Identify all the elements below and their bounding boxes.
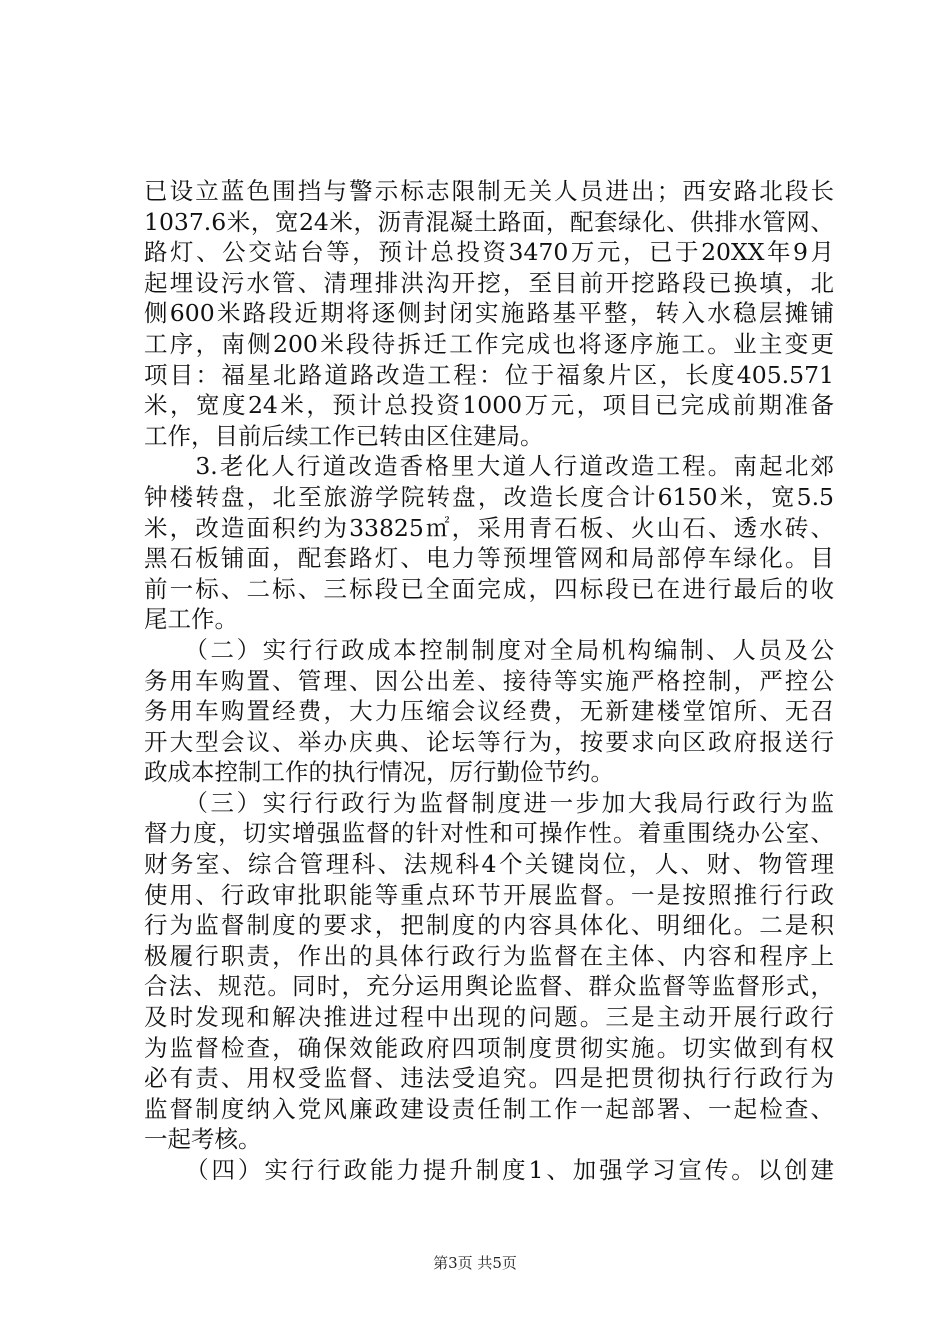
text-line: （二）实行行政成本控制制度对全局机构编制、人员及公 [144,635,834,664]
text-line: 合法、规范。同时，充分运用舆论监督、群众监督等监督形式， [144,972,834,1001]
text-line: 米，宽度24米，预计总投资1000万元，项目已完成前期准备 [144,391,834,420]
text-line: 开大型会议、举办庆典、论坛等行为，按要求向区政府报送行 [144,727,834,756]
text-line: 已设立蓝色围挡与警示标志限制无关人员进出；西安路北段长 [144,177,834,205]
text-line: 行为监督制度的要求，把制度的内容具体化、明细化。二是积 [144,911,834,940]
text-line: （三）实行行政行为监督制度进一步加大我局行政行为监 [144,788,834,817]
text-line: 工作，目前后续工作已转由区住建局。 [144,421,544,450]
text-line: 极履行职责，作出的具体行政行为监督在主体、内容和程序上 [144,941,834,970]
text-line: 前一标、二标、三标段已全面完成，四标段已在进行最后的收 [144,574,834,603]
text-line: 财务室、综合管理科、法规科4个关键岗位，人、财、物管理 [144,850,834,879]
text-line: 政成本控制工作的执行情况，厉行勤俭节约。 [144,758,614,787]
text-line: 一起考核。 [144,1125,262,1154]
text-line: 尾工作。 [144,605,238,634]
text-line: 侧600米路段近期将逐侧封闭实施路基平整，转入水稳层摊铺 [144,299,834,328]
text-line: 项目：福星北路道路改造工程：位于福象片区，长度405.571 [144,360,834,389]
text-line: 为监督检查，确保效能政府四项制度贯彻实施。切实做到有权 [144,1033,834,1062]
text-line: 钟楼转盘，北至旅游学院转盘，改造长度合计6150米，宽5.5 [144,482,834,511]
text-line: 黑石板铺面，配套路灯、电力等预埋管网和局部停车绿化。目 [144,544,834,573]
text-line: （四）实行行政能力提升制度1、加强学习宣传。以创建 [144,1156,834,1184]
text-line: 工序，南侧200米段待拆迁工作完成也将逐序施工。业主变更 [144,329,834,358]
text-line: 督力度，切实增强监督的针对性和可操作性。着重围绕办公室、 [144,819,834,848]
document-body [144,176,834,1186]
text-line: 使用、行政审批职能等重点环节开展监督。一是按照推行行政 [144,880,834,909]
text-line: 3.老化人行道改造香格里大道人行道改造工程。南起北郊 [144,452,834,481]
text-line: 路灯、公交站台等，预计总投资3470万元，已于20XX年9月 [144,238,834,267]
text-line: 监督制度纳入党风廉政建设责任制工作一起部署、一起检查、 [144,1094,834,1123]
text-line: 务用车购置经费，大力压缩会议经费，无新建楼堂馆所、无召 [144,697,834,726]
text-line: 务用车购置、管理、因公出差、接待等实施严格控制，严控公 [144,666,834,695]
text-line: 米，改造面积约为33825㎡，采用青石板、火山石、透水砖、 [144,513,834,542]
text-line: 必有责、用权受监督、违法受追究。四是把贯彻执行行政行为 [144,1064,834,1093]
text-line: 及时发现和解决推进过程中出现的问题。三是主动开展行政行 [144,1003,834,1032]
text-line: 1037.6米，宽24米，沥青混凝土路面，配套绿化、供排水管网、 [144,207,834,236]
page-footer: 第3页 共5页 [433,1254,517,1272]
text-line: 起埋设污水管、清理排洪沟开挖，至目前开挖路段已换填，北 [144,268,834,297]
